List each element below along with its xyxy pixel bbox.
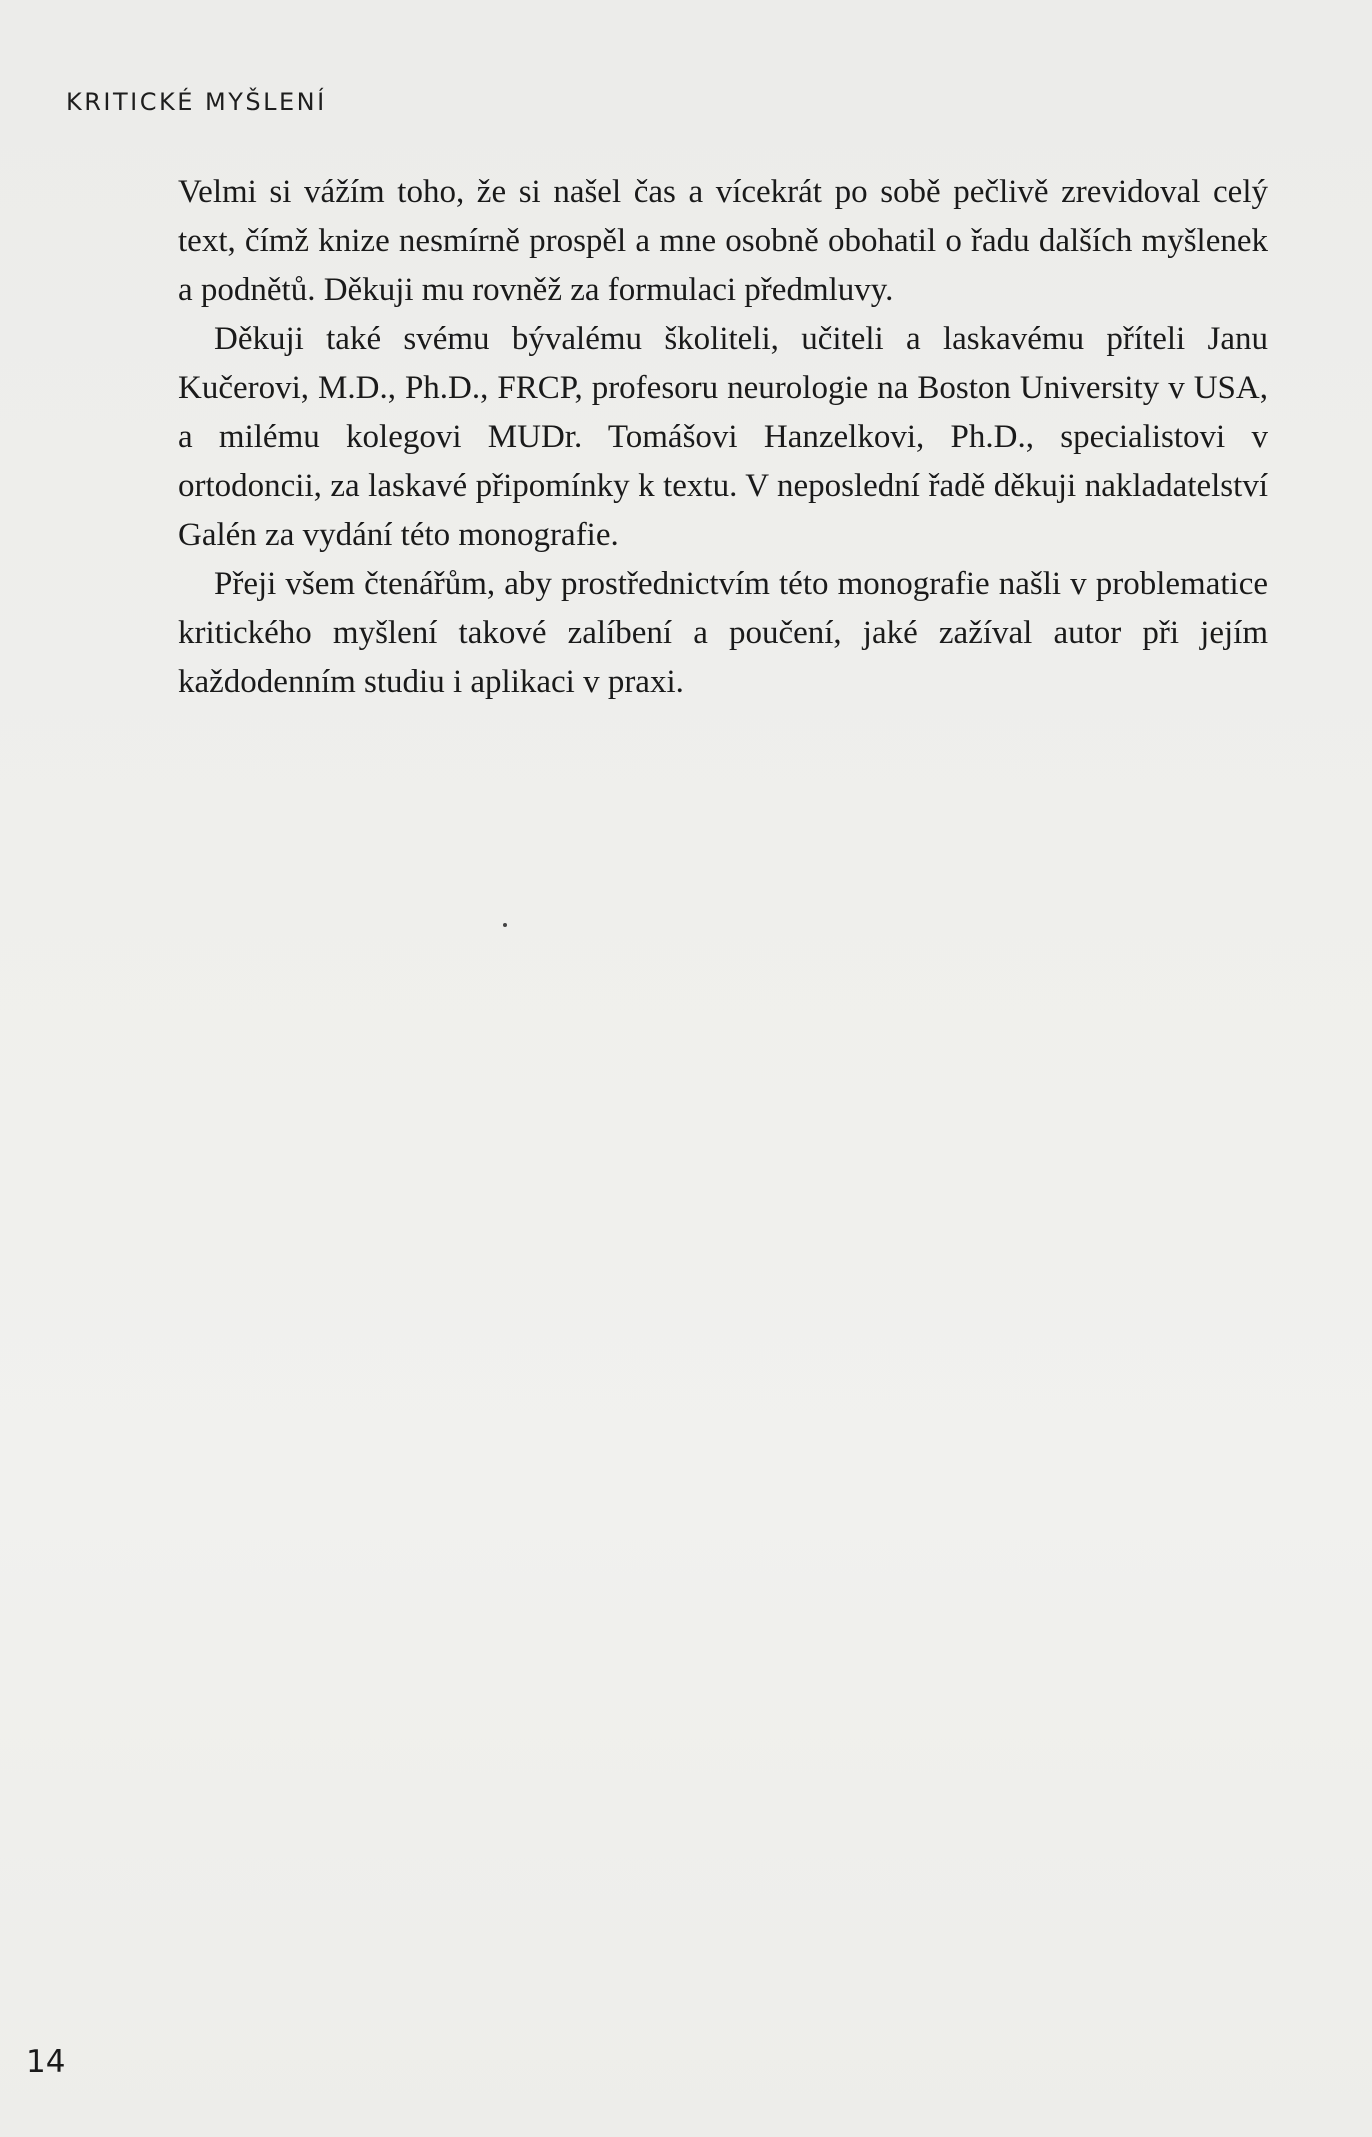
- paragraph: Velmi si vážím toho, že si našel čas a vícekrát po sobě pečlivě zrevidoval celý text, čímž knize nesmírně prospěl a mne osobně obohatil o řadu dalších myšlenek a podnětů. Děkuji mu rovněž za formulaci předmluvy.: [178, 174, 1268, 308]
- body-text: [178, 168, 1268, 707]
- paper-speck: [503, 923, 507, 927]
- page-number: 14: [26, 2044, 66, 2080]
- paragraph: Děkuji také svému bývalému školiteli, učiteli a laskavému příteli Janu Kučerovi, M.D., Ph.D., FRCP, profesoru neurologie na Boston University v USA, a milému kolegovi MUDr. Tomášovi Hanzelkovi, Ph.D., specialistovi v ortodoncii, za laskavé připomínky k textu. V neposlední řadě děkuji nakladatelství Galén za vydání této monografie.: [178, 321, 1268, 553]
- paragraph: Přeji všem čtenářům, aby prostřednictvím této monografie našli v problematice kritického myšlení takové zalíbení a poučení, jaké zažíval autor při jejím každodenním studiu i aplikaci v praxi.: [178, 566, 1268, 700]
- running-header: KRITICKÉ MYŠLENÍ: [66, 88, 327, 116]
